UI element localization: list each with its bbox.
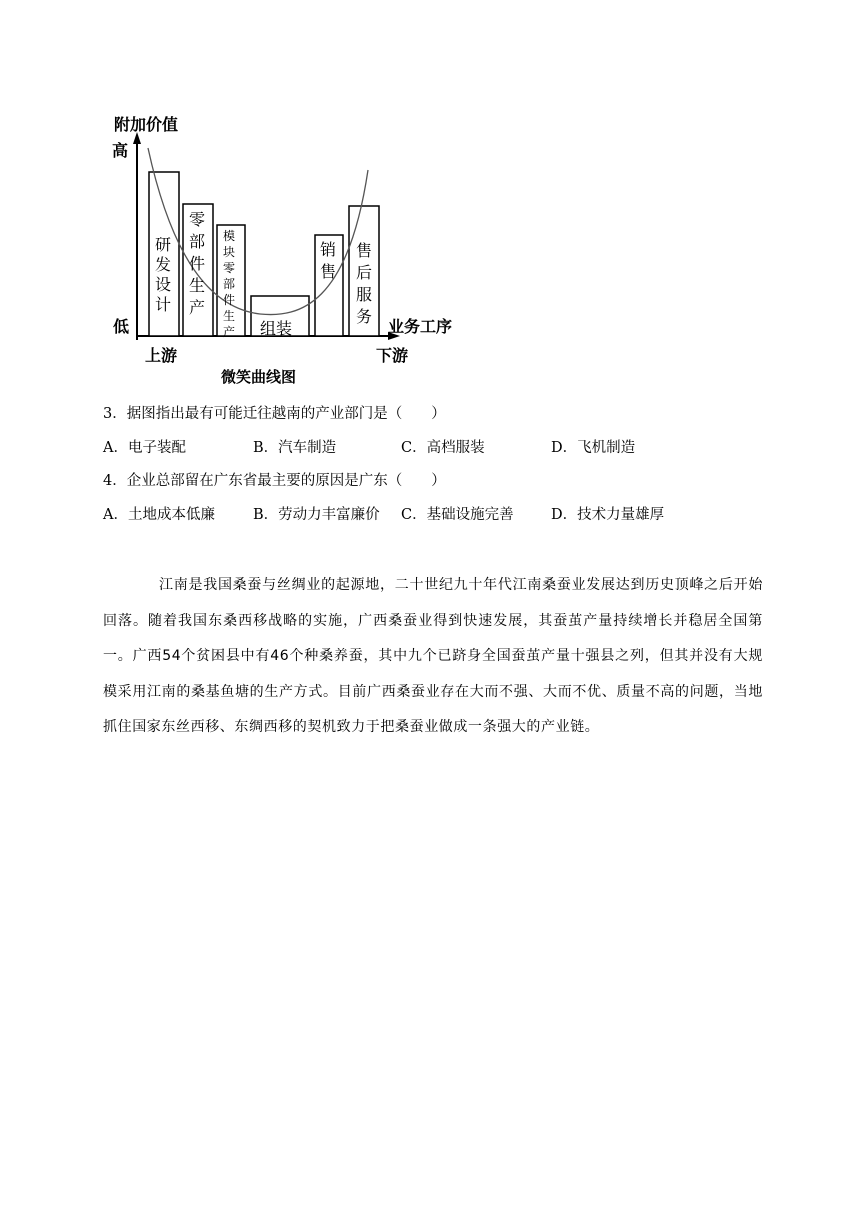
question-4-options (103, 503, 803, 523)
bar-label-rd-design (155, 235, 171, 314)
bar-label-char: 模 (223, 229, 236, 243)
bar-label-char: 部 (189, 232, 206, 251)
bar-label-char: 售 (320, 262, 337, 281)
bar-label-char: 件 (189, 254, 206, 273)
bar-label-char: 销 (320, 240, 337, 259)
bar-label-char: 件 (223, 293, 236, 307)
bar-label-char: 块 (223, 245, 236, 259)
bar-label-char: 设 (155, 275, 172, 294)
x-axis-label: 业务工序 (388, 317, 453, 336)
bar-label-char: 生 (223, 309, 236, 323)
question-3-stem: 3．据图指出最有可能迁往越南的产业部门是（ ） (103, 406, 446, 422)
bar-label-char: 售 (356, 241, 373, 260)
high-label: 高 (112, 141, 129, 160)
bar-label-parts-production (189, 210, 205, 317)
question-3-options (103, 436, 803, 456)
bar-label-char: 零 (189, 210, 206, 229)
option-d[interactable]: D．飞机制造 (551, 440, 636, 456)
option-d[interactable]: D．技术力量雄厚 (551, 507, 665, 523)
bar-label-char: 产 (223, 325, 236, 339)
smile-curve-figure (100, 108, 470, 398)
downstream-label: 下游 (376, 346, 409, 365)
bar-label-char: 零 (223, 261, 236, 275)
bar-label-char: 发 (155, 255, 172, 274)
bar-label-char: 后 (356, 263, 373, 282)
option-c[interactable]: C．高档服装 (401, 440, 485, 456)
figure-caption: 微笑曲线图 (221, 368, 297, 386)
option-a[interactable]: A．土地成本低廉 (103, 507, 215, 523)
bar-label-char: 计 (155, 295, 172, 314)
bar-label-char: 部 (223, 277, 236, 291)
bar-label-char: 研 (155, 235, 172, 254)
option-a[interactable]: A．电子装配 (103, 440, 186, 456)
bar-label-char: 产 (189, 298, 206, 317)
bar-label-char: 组装 (260, 319, 293, 338)
upstream-label: 上游 (145, 346, 178, 365)
bar-label-module-parts-production (223, 228, 235, 339)
bar-label-char: 生 (189, 276, 206, 295)
bar-label-char: 服 (356, 285, 373, 304)
reading-passage: 江南是我国桑蚕与丝绸业的起源地，二十世纪九十年代江南桑蚕业发展达到历史顶峰之后开始回落。随着我国东桑西移战略的实施，广西桑蚕业得到快速发展，其蚕茧产量持续增长并稳居全国第一。广西54个贫困县中有46个种桑养蚕，其中九个已跻身全国蚕茧产量十强县之列，但其并没有大规模采用江南的桑基鱼塘的生产方式。目前广西桑蚕业存在大而不强、大而不优、质量不高的问题，当地抓住国家东丝西移、东绸西移的契机致力于把桑蚕业做成一条强大的产业链。 (103, 577, 763, 735)
option-c[interactable]: C．基础设施完善 (401, 507, 514, 523)
low-label: 低 (113, 317, 130, 336)
bar-label-char: 务 (356, 307, 373, 326)
bar-label-assembly (260, 319, 292, 338)
option-b[interactable]: B．劳动力丰富廉价 (253, 507, 380, 523)
question-4-stem: 4．企业总部留在广东省最主要的原因是广东（ ） (103, 473, 446, 489)
y-axis-label: 附加价值 (114, 115, 179, 134)
smile-curve-diagram (100, 108, 470, 398)
option-b[interactable]: B．汽车制造 (253, 440, 337, 456)
